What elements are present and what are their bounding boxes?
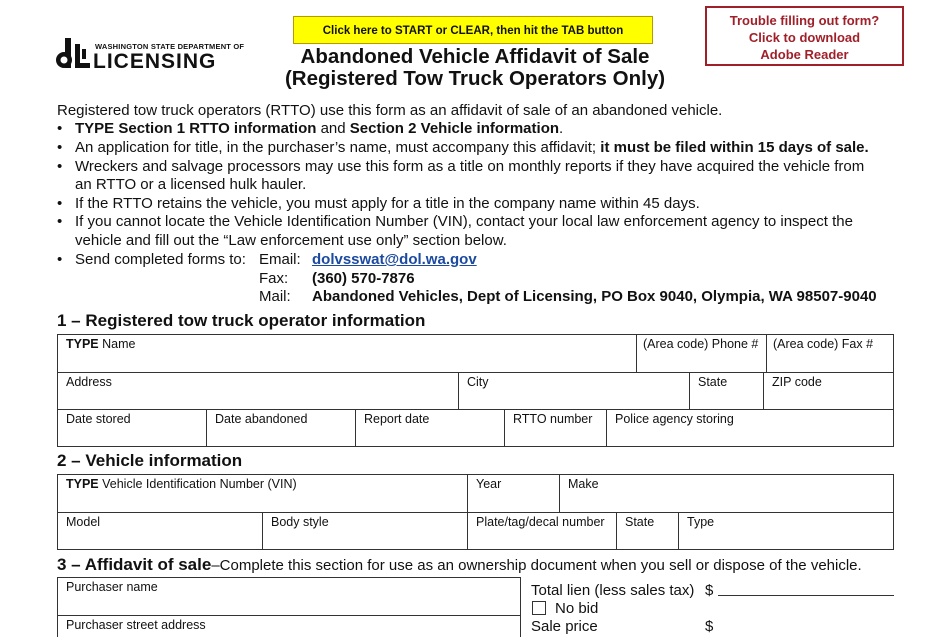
bullet-2-a: An application for title, in the purchaser’s name, must accompany this affidavit; [75, 139, 601, 156]
model-field[interactable] [58, 513, 263, 549]
rtto-number-label: RTTO number [513, 412, 593, 426]
report-date-label: Report date [364, 412, 430, 426]
no-bid-checkbox[interactable] [532, 601, 546, 615]
date-abandoned-field[interactable] [207, 410, 356, 446]
vin-type-keyword: TYPE [66, 477, 99, 491]
purchaser-name-label: Purchaser name [66, 580, 158, 594]
email-label: Email: [259, 251, 301, 268]
email-link[interactable]: dolvsswat@dol.wa.gov [312, 251, 477, 268]
trouble-line-3: Adobe Reader [760, 47, 849, 62]
rtto-number-field[interactable] [505, 410, 607, 446]
rtto-name-field[interactable] [58, 335, 637, 373]
fax-label: Fax: [259, 270, 289, 287]
section-1-heading: 1 – Registered tow truck operator information [57, 311, 426, 330]
total-lien-input[interactable] [718, 594, 894, 596]
body-style-label: Body style [271, 515, 329, 529]
fax-number: (360) 570-7876 [312, 270, 415, 287]
no-bid-label: No bid [555, 600, 599, 617]
bullet-3-dot: • [57, 158, 63, 175]
date-stored-label: Date stored [66, 412, 131, 426]
section-3-subheading: Complete this section for use as an ownership document when you sell or dispose of the vehicle. [219, 557, 862, 574]
zip-label: ZIP code [772, 375, 822, 389]
section-1-form [57, 334, 894, 447]
bullet-6-dot: • [57, 251, 63, 268]
trouble-line-1: Trouble filling out form? [729, 13, 880, 28]
year-label: Year [476, 477, 502, 491]
vehicle-state-field[interactable] [617, 513, 679, 549]
date-stored-field[interactable] [58, 410, 207, 446]
bullet-3-line-1: Wreckers and salvage processors may use this form as a title on monthly reports if they have acquired the vehicle from [75, 158, 865, 175]
police-agency-label: Police agency storing [615, 412, 734, 426]
bullet-4: If the RTTO retains the vehicle, you must apply for a title in the company name within 45 days. [75, 195, 700, 212]
police-agency-field[interactable] [607, 410, 893, 446]
trouble-line-2: Click to download [748, 30, 861, 45]
city-label: City [467, 375, 489, 389]
bullet-1-d: . [559, 120, 564, 137]
total-lien-dollar: $ [705, 582, 714, 599]
vehicle-type-field[interactable] [679, 513, 893, 549]
bullet-3-line-2: an RTTO or a licensed hulk hauler. [75, 176, 307, 193]
bullet-6: Send completed forms to: [75, 251, 246, 268]
name-label: Name [98, 337, 136, 351]
plate-label: Plate/tag/decal number [476, 515, 605, 529]
total-lien-label: Total lien (less sales tax) [531, 582, 695, 599]
intro-lead: Registered tow truck operators (RTTO) use this form as an affidavit of sale of an abandoned vehicle. [57, 102, 723, 119]
bullet-2-b: it must be filed within 15 days of sale. [600, 139, 869, 156]
rtto-address-field[interactable] [58, 373, 459, 410]
vin-label: Vehicle Identification Number (VIN) [98, 477, 297, 491]
section-3-heading-wrap [57, 555, 862, 575]
report-date-field[interactable] [356, 410, 505, 446]
state-label: State [698, 375, 728, 389]
bullet-4-dot: • [57, 195, 63, 212]
mail-address: Abandoned Vehicles, Dept of Licensing, PO Box 9040, Olympia, WA 98507-9040 [312, 288, 877, 305]
bullet-1-dot: • [57, 120, 63, 137]
vehicle-state-label: State [625, 515, 655, 529]
plate-field[interactable] [468, 513, 617, 549]
vehicle-type-label: Type [687, 515, 715, 529]
purchaser-address-label: Purchaser street address [66, 618, 206, 632]
rtto-state-field[interactable] [690, 373, 764, 410]
section-3-dash: – [211, 557, 220, 574]
bullet-2-dot: • [57, 139, 63, 156]
vin-field[interactable] [58, 475, 468, 513]
bullet-5-dot: • [57, 213, 63, 230]
bullet-1-a: TYPE Section 1 RTTO information [75, 120, 317, 137]
type-keyword: TYPE [66, 337, 99, 351]
rtto-phone-field[interactable] [637, 335, 767, 373]
model-label: Model [66, 515, 101, 529]
sale-price-label: Sale price [531, 618, 598, 635]
year-field[interactable] [468, 475, 560, 513]
bullet-2 [75, 139, 869, 158]
logo-agency-text: WASHINGTON STATE DEPARTMENT OF [95, 42, 245, 51]
purchaser-box [57, 577, 521, 637]
rtto-fax-field[interactable] [767, 335, 893, 373]
fax-field-label: (Area code) Fax # [773, 337, 874, 351]
address-label: Address [66, 375, 112, 389]
purchaser-name-field[interactable] [58, 578, 520, 616]
make-label: Make [568, 477, 599, 491]
mail-label: Mail: [259, 288, 291, 305]
date-abandoned-label: Date abandoned [215, 412, 308, 426]
bullet-5-line-2: vehicle and fill out the “Law enforcement use only” section below. [75, 232, 507, 249]
dol-logo-icon [55, 38, 95, 70]
section-2-form [57, 474, 894, 550]
rtto-city-field[interactable] [459, 373, 690, 410]
purchaser-address-field[interactable] [58, 616, 520, 638]
bullet-1-b: and [316, 120, 350, 137]
adobe-reader-download-link[interactable] [705, 6, 904, 66]
page-subtitle: (Registered Tow Truck Operators Only) [284, 67, 666, 90]
phone-label: (Area code) Phone # [643, 337, 759, 351]
logo-licensing-text: LICENSING [93, 50, 217, 73]
section-2-heading: 2 – Vehicle information [57, 451, 243, 470]
page-title: Abandoned Vehicle Affidavit of Sale [300, 45, 650, 68]
make-field[interactable] [560, 475, 893, 513]
bullet-1 [75, 120, 563, 139]
bullet-5-line-1: If you cannot locate the Vehicle Identification Number (VIN), contact your local law enforcement agency to inspect the [75, 213, 853, 230]
body-style-field[interactable] [263, 513, 468, 549]
start-clear-button[interactable]: Click here to START or CLEAR, then hit the TAB button [293, 16, 653, 44]
sale-price-dollar: $ [705, 618, 714, 635]
rtto-zip-field[interactable] [764, 373, 893, 410]
bullet-1-c: Section 2 Vehicle information [349, 120, 560, 137]
section-3-heading: 3 – Affidavit of sale [57, 555, 212, 574]
